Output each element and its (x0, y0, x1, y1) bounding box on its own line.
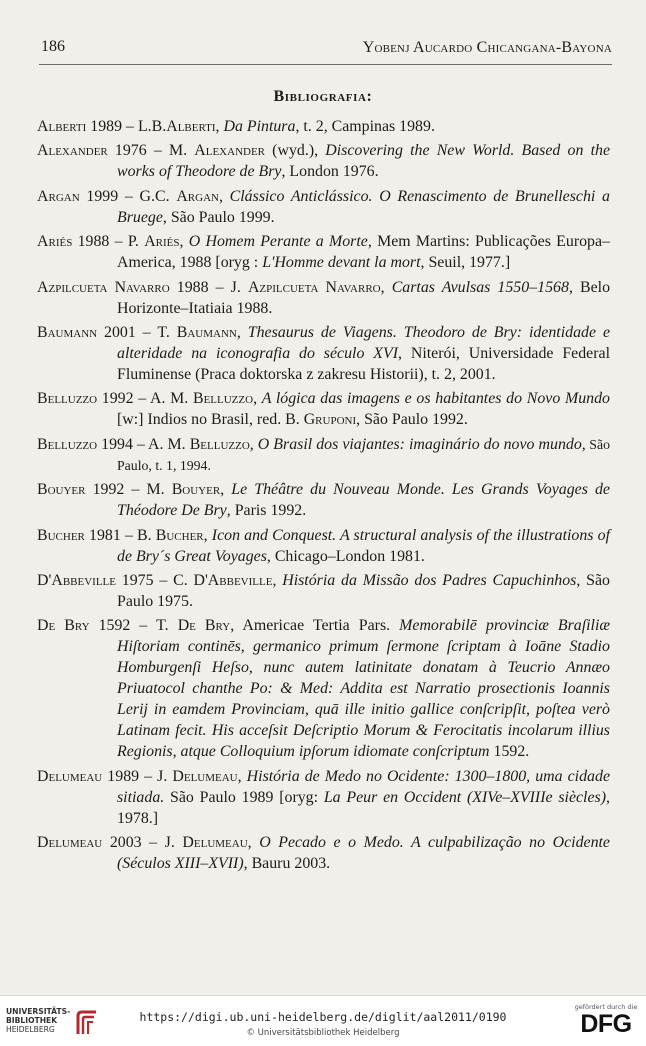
bibliography-entry (37, 615, 610, 762)
work-title: L'Homme devant la mort (262, 254, 421, 272)
entry-text: 1988 – P. (72, 233, 145, 251)
funder-logo[interactable] (574, 1003, 638, 1038)
entry-text: , São Paulo 1975. (117, 571, 610, 610)
author-name: Baumann (176, 323, 237, 341)
bibliography-entry (37, 766, 610, 829)
entry-text: , London 1976. (281, 163, 379, 181)
work-title: O Brasil dos viajantes: imaginário do novo mundo, (257, 435, 586, 453)
entry-text: 1981 – B. (84, 526, 156, 544)
author-name: Azpilcueta Navarro (247, 278, 381, 296)
author-name: D'Abbeville (193, 571, 273, 589)
work-title: Discovering the New World. Based on the works of Theodore de Bry (117, 142, 610, 181)
author-name: Bucher (37, 526, 85, 544)
entry-text: , Mem Martins: Publicações Europa–America, 1988 [oryg : (117, 233, 610, 272)
author-name: Ariés (144, 233, 180, 251)
author-name: De Bry (37, 617, 90, 635)
author-name: Belluzzo (189, 435, 250, 453)
author-name: Argan (37, 187, 80, 205)
entry-text: , Seuil, 1977.] (420, 254, 511, 272)
work-title: Cartas Avulsas 1550–1568 (391, 278, 569, 296)
bibliography-entry (37, 140, 610, 182)
running-head: Yobenj Aucardo Chicangana-Bayona (362, 39, 612, 56)
author-name: Alexander (194, 142, 266, 160)
author-name: Delumeau (37, 767, 103, 785)
entry-text: 1592 – T. (89, 617, 178, 635)
entry-text: , São Paulo 1999. (162, 208, 275, 226)
work-title: Icon and Conquest. A structural analysis of the illustrations of de Bry´s Great Voyages (117, 526, 610, 565)
entry-text: , São Paulo 1992. (356, 411, 468, 429)
bibliography-entry (37, 570, 610, 612)
entry-text: 2003 – J. (102, 834, 183, 852)
entry-text: , (236, 323, 248, 341)
entry-text: , (249, 435, 258, 453)
entry-text: 1989 – J. (102, 767, 173, 785)
author-name: Belluzzo (37, 435, 98, 453)
bibliography-entry (37, 832, 610, 874)
bibliography-entry (37, 231, 610, 273)
work-title: O Homem Perante a Morte (188, 233, 368, 251)
entry-text: 1992 – A. M. (97, 390, 193, 408)
author-name: Bucher (155, 526, 204, 544)
entry-text: , Bauru 2003. (243, 855, 331, 873)
author-name: Alexander (37, 142, 108, 160)
author-name: Alberti (37, 118, 87, 135)
entry-text: 1992 – M. (85, 481, 172, 499)
page-number: 186 (41, 38, 65, 55)
section-title: Bibliografia: (273, 88, 373, 105)
entry-text: , (218, 187, 230, 205)
work-title: Le Théâtre du Nouveau Monde. Les Grands Voyages de Théodore De Bry (117, 481, 610, 520)
bibliography-entry (37, 322, 610, 385)
entry-text: , (203, 526, 212, 544)
author-name: Bouyer (37, 481, 86, 499)
entry-text: , t. 2, Campinas 1989. (295, 118, 435, 135)
entry-text: São Paulo 1989 [oryg: (164, 788, 324, 806)
work-title: Clássico Anticlássico. O Renascimento de Brunelleschi a Bruege (117, 187, 610, 226)
work-title: O Pecado e o Medo. A culpabilização no Ocidente (Séculos XIII–XVII) (117, 834, 610, 873)
entry-text: 1999 – G.C. (79, 187, 177, 205)
work-title: Da Pintura (223, 118, 296, 135)
entry-text: , (237, 767, 247, 785)
entry-text: 1976 – M. (107, 142, 195, 160)
entry-text: (wyd.), (265, 142, 326, 160)
author-name: Azpilcueta Navarro (37, 278, 170, 296)
entry-text: , (380, 278, 392, 296)
entry-text: São Paulo, t. 1, 1994. (117, 436, 610, 473)
work-title: La Peur en Occident (XIVe–XVIIIe siècles) (323, 788, 607, 806)
author-name: Delumeau (182, 834, 248, 852)
bibliography-entry (37, 388, 610, 430)
bibliography-entry (37, 186, 610, 228)
work-title: História de Medo no Ocidente: 1300–1800, uma cidade sitiada. (117, 767, 610, 806)
entry-text: 2001 – T. (97, 323, 177, 341)
author-name: Gruponi (303, 411, 357, 429)
author-name: Delumeau (37, 834, 103, 852)
library-name-line-2: BIBLIOTHEK (6, 1016, 58, 1025)
bibliography-entry (37, 479, 610, 521)
bibliography-entry (37, 116, 610, 137)
author-name: Delumeau (172, 767, 238, 785)
funded-by-label: gefördert durch die (574, 1003, 638, 1011)
viewer-footer (0, 995, 646, 1046)
entry-text: , (220, 481, 232, 499)
author-name: Belluzzo (192, 390, 254, 408)
entry-text: , 1978.] (117, 788, 610, 827)
author-name: Argan (176, 187, 219, 205)
entry-text: , Americae Tertia Pars. (230, 617, 400, 635)
entry-text: , (179, 233, 189, 251)
entry-text: , (253, 390, 262, 408)
entry-text: , (215, 118, 224, 135)
bibliography-entry (37, 434, 610, 476)
page-header (39, 38, 612, 65)
entry-text: [w:] Indios no Brasil, red. B. (117, 411, 304, 429)
dfg-logo-icon: DFG (580, 1010, 632, 1038)
entry-text: , Niterói, Universidade Federal Fluminense (Praca doktorska z zakresu Historii), t. 2, 2001. (117, 344, 610, 383)
author-name: D'Abbeville (37, 571, 116, 589)
bibliography-list (37, 116, 610, 877)
work-title: História da Missão dos Padres Capuchinhos (282, 571, 577, 589)
author-name: Belluzzo (37, 390, 98, 408)
document-url-link[interactable]: https://digi.ub.uni-heidelberg.de/diglit/aal2011/0190 (139, 1010, 507, 1024)
author-name: Ariés (37, 233, 73, 251)
bibliography-entry (37, 525, 610, 567)
entry-text: 1989 – L.B. (86, 118, 167, 135)
entry-text: , Paris 1992. (226, 502, 307, 520)
library-name-line-1: UNIVERSITÄTS- (6, 1007, 71, 1016)
entry-text: , (272, 571, 283, 589)
entry-text: 1975 – C. (115, 571, 194, 589)
bibliography-entry (37, 277, 610, 319)
entry-text: , (247, 834, 260, 852)
work-title: Thesaurus de Viagens. Theodoro de Bry: identidade e alteridade na iconografia do século XVI (117, 323, 611, 362)
copyright-notice: © Universitätsbibliothek Heidelberg (246, 1028, 400, 1038)
work-title: A lógica das imagens e os habitantes do Novo Mundo (261, 390, 610, 408)
entry-text: , Belo Horizonte–Itatiaia 1988. (117, 278, 611, 317)
entry-text: 1994 – A. M. (97, 435, 190, 453)
entry-text: 1592. (489, 743, 530, 761)
entry-text: , Chicago–London 1981. (266, 547, 425, 565)
author-name: Alberti (166, 118, 216, 135)
author-name: Bouyer (171, 481, 221, 499)
author-name: Baumann (37, 323, 98, 341)
work-title: Memorabilē provinciæ Braſiliæ Hiſtoriam continēs, germanico primum ſermone ſcriptam à Ioāne Stadio Homburgenſi Heſso, nunc autem latinitate donatam à Teucrio Annæo Priuatocol chanthe Po: & Med: Addita est Narratio prosectionis Ioannis Lerij in eamdem Provinciam, quā ille initio gallice conſcripſit, poſtea verò Latinam fecit. His acceſsit Deſcriptio Morum & Ferocitatis incolarum illius Regionis, atque Colloquium ipſorum idiomate conſcriptum (117, 617, 610, 761)
author-name: De Bry (177, 617, 231, 635)
library-name-line-3: HEIDELBERG (6, 1025, 55, 1034)
entry-text: 1988 – J. (169, 278, 248, 296)
